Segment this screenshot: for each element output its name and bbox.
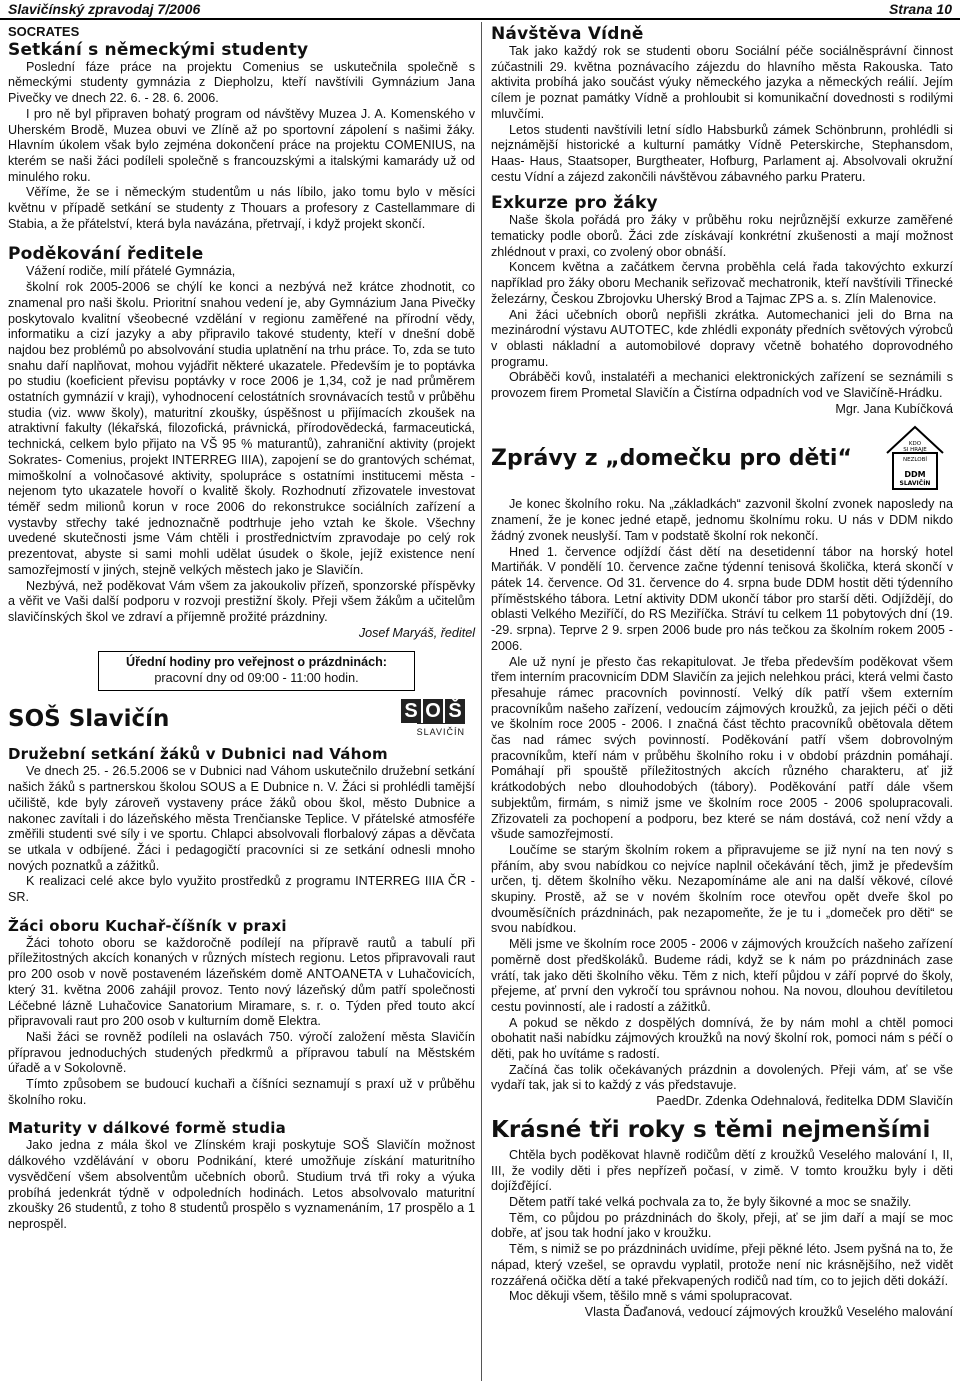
paragraph: Věříme, že se i německým studentům u nás líbilo, jako tomu bylo v měsíci květnu v případě setkání se studenty z Thouars a profesory z Castellammare di Stabia, a že přátelství, která byla navázána, přetrvají, i když projekt skončí. [8,185,475,231]
paragraph: Dětem patří také velká pochvala za to, že byly šikovné a moc se snažily. [509,1195,912,1209]
article-kuchar [8,916,475,1109]
logo-letter: S [401,699,421,723]
article-title: Žáci oboru Kuchař-číšník v praxi [8,916,287,935]
office-hours-times: pracovní dny od 09:00 - 11:00 hodin. [154,671,359,686]
paragraph: Těm, s nimiž se po prázdninách uvidíme, přeji pěkné léto. Jsem pyšná na to, že nápad, který vzešel, se opravdu vyplatil, protože není nic krásnějšího, než vidět rozzářená očička dětí a také překvapených rodičů nad tím, co to jejich děti dokáží. [491,1242,953,1288]
domek-banner [491,423,953,493]
logo-text: NEZLOBÍ [903,457,927,464]
sos-banner [8,699,475,741]
left-column [8,24,475,1233]
article-title: Setkání s německými studenty [8,39,309,60]
paragraph: A pokud se někdo z dospělých domnívá, že by nám mohl a chtěl pomoci obohatit naši nabídku zájmových kroužků na nový školní rok, pomoci nám s péčí o děti, pak ho uvítáme s radostí. [491,1015,953,1062]
logo-letter: O [423,699,443,723]
office-hours-heading: Úřední hodiny pro veřejnost o prázdninách: [126,655,387,670]
signature: Josef Maryáš, ředitel [358,625,475,640]
paragraph: Ani žáci učebních oborů nepřišli zkrátka. Automechanici jeli do Brna na mezinárodní výstavu AUTOTEC, kde zhlédli exponáty předních světových výrobců v oblasti nákladní a automobilové dopravy včetně bohatého doprovodného programu. [491,307,953,369]
paragraph: Jako jedna z mála škol ve Zlínském kraji poskytuje SOŠ Slavičín možnost dálkového vzdělávání v oboru Podnikání, které umožňuje získání maturitního vysvědčení všem absolventům učebních oborů. Studium trvá tři roky a výuka probíhá jedenkrát týdně v odpoledních hodinách. Letos absolvovalo maturitní zkoušky 26 studentů, z toho 8 studentů prospělo s vyznamenáním, 17 prospělo a 1 neprospěl. [8,1138,475,1231]
paragraph: Chtěla bych poděkovat hlavně rodičům dětí z kroužků Veselého malování I, II, III, že vodily děti i přes nepřízeň počasí, v zimě. V tomto kroužku byly i děti dojížďějící. [491,1147,953,1194]
paragraph: Vážení rodiče, milí přátelé Gymnázia, [26,264,236,279]
paragraph: Naše škola pořádá pro žáky v průběhu roku nejrůznější exkurze zaměřené tematicky podle oborů. Žáci zde získávají konkrétní zkušenosti a mají možnost zhlédnout v praxi, co zvolený obor obnáší. [491,213,953,259]
article-maturity [8,1118,475,1232]
signature: PaedDr. Zdenka Odehnalová, ředitelka DDM Slavičín [656,1094,953,1109]
article-title: Maturity v dálkové formě studia [8,1119,286,1138]
article-title: Poděkování ředitele [8,244,204,265]
paragraph: Moc děkuji všem, těšilo mně s vámi spolupracovat. [509,1289,793,1304]
article-title: Návštěva Vídně [491,24,644,44]
article-socrates [8,24,475,232]
page-number: Strana 10 [888,1,952,17]
paragraph: Těm, co půjdou po prázdninách do školy, přeji, ať se jim daří a mají se moc dobře, ať jsou tak hodní jako v kroužku. [491,1210,953,1241]
article-viden [491,24,953,185]
paragraph: K realizaci celé akce bylo využito prostředků z programu INTERREG IIIA ČR - SR. [8,874,475,905]
paragraph: Tímto způsobem se budoucí kuchaři a číšníci seznamují s praxí už v průběhu školního roku. [8,1077,475,1107]
header-rule [0,18,960,20]
paragraph: Nezbývá, než poděkovat Vám všem za jakoukoliv přízeň, sponzorské příspěvky a věřit ve Vaši další podporu v rozvoji prestižní školy. Přeji všem žákům a učitelům slavičínských škol ve zdraví a příjemně prožité prázdniny. [8,578,475,624]
paragraph: Měli jsme ve školním roce 2005 - 2006 v zájmových kroužcích našeho zařízení poměrně dost předškoláků. Budeme rádi, když se k nám po prázdninách zase vrátí, tak jako děti školního věku. Těm z nich, kteří půjdou v září poprvé do školy, přejeme, ať první den vykročí tou správnou nohou. Na novou, dlouhou devítiletou cestu povinností, ale i radostí a zážitků. [491,937,953,1014]
article-title: Exkurze pro žáky [491,193,658,214]
signature: Mgr. Jana Kubíčková [835,401,953,416]
article-exkurze [491,193,953,417]
section-title: Zprávy z „domečku pro děti“ [491,445,852,471]
paragraph: Žáci tohoto oboru se každoročně podílejí na přípravě rautů a tabulí při příležitostných akcích konaných v různých místech regionu. Letos připravovali raut pro 200 osob v nově postaveném lázeňském domě ANTOANETA v Luhačovicích, který 31. května 2006 zahájil provoz. Tento nový lázeňský dům patří společnosti Léčebné lázně Luhačovice Sanatorium Miramare, s. r. o. Týden před touto akcí připravovali raut pro 200 osob v kulturním domě Elektra. [8,935,475,1029]
paragraph: školní rok 2005-2006 se chýlí ke konci a nezbývá než krátce zhodnotit, co znamenal pro naši školu. Prioritní snahou vedení je, aby Gymnázium Jana Pivečky poskytovalo kvalitní všeobecné vzdělání v regionu zaměřené na přírodní vědy, informatiku a cizí jazyky a aby připravilo takové studenty, kteří v dnešní době najdou bez problémů po absolvování studia uplatnění na trhu práce. To, zda se tuto snahu daří naplňovat, mohou vyjádřit některé ukazatele. Především je to poptávka po studiu (koeficient převisu poptávky v roce 2006 je 1,34, což je nad průměrem ostatních gymnázií v kraji), vyhodnocení celostátních srovnávacích testů v průběhu studia (viz. www školy), maturitní zkoušky, úspěšnost u přijímacích zkoušek na atraktivní fakulty (lékařská, filozofická, právnická, přírodovědecká, farmaceutická, technická, celkem bylo přijato na VŠ 95 % maturantů), zahraniční aktivity (projekt Sokrates- Comenius, projekt INTERREG IIIA), zapojení se do grantových schémat, mimoškolní a volnočasové aktivity, spolupráce s ostatními institucemi města - nejenom tyto ukazatele hovoří o kvalitě školy. Rozhodnutí zřizovatele investovat téměř sedm milionů korun v roce 2006 do rekonstrukce sociálních zařízení a vystavby střechy také jednoznačně podtrhuje jeho vztah ke škole. Všechny uvedené skutečnosti jsme Vám chtěli i prostřednictvím zpravodaje po celý rok prezentovat, abyste si sami mohli udělat úsudek o škole, jejíž existence není samozřejmostí v jiných, stejně velkých městech jako je Slavičín. [8,280,475,577]
paragraph: Je konec školního roku. Na „základkách“ zazvonil školní zvonek naposledy na znamení, že je konec jedné etapě, jednomu školnímu roku. U nás v DDM nikdo žádný zvonek neuslyší. Tam v podstatě školní rok nekončí. [491,497,953,543]
article-druzebni [8,744,475,905]
newsletter-issue: Slavičínský zpravodaj 7/2006 [8,1,201,17]
paragraph: Loučíme se starým školním rokem a připravujeme se již nyní na ten nový s přáním, aby svou nabídkou co nejvíce naplnil očekávání těch, jimž je především určen, tj. dětem školního věku. Nezapomínáme ale ani na další věkové, cílové skupiny. Prostě, až se v novém školním roce otevřou opět dveře škol po dvouměsíčních prázdninách, pak nezapomeňte, že je tu i „domeček pro děti“ se svou nabídkou. [491,842,953,936]
paragraph: Letos studenti navštívili letní sídlo Habsburků zámek Schönbrunn, prohlédli si nejznámější historické a kulturní památky Vídně Peterskirche, Stephansdom, Haas- Haus, Staatsoper, Burgtheater, Hofburg, Parlament aj. Absolvovali okružní cestu Vídní a zájezd zakončili návštěvou zábavného parku Prateru. [491,122,953,184]
logo-letter: Š [445,699,465,723]
article-kicker: SOCRATES [8,24,80,39]
page-header [0,0,960,18]
article-domek [491,423,953,1109]
paragraph: I pro ně byl připraven bohatý program od návštěvy Muzea J. A. Komenského v Uherském Brodě, Muzea obuvi ve Zlíně až po sportovní zápolení s našimi žáky. Hlavním úkolem však bylo zejména dokončení práce na projektu COMENIUS, na kterém se naši žáci podíleli společně s francouzskými a italskými kamarády už od minulého roku. [8,106,475,184]
logo-text: DDM [904,470,926,480]
logo-text: KDO [908,441,922,448]
section-title: SOŠ Slavičín [8,705,170,732]
logo-text: SLAVIČÍN [899,480,931,488]
article-title: Krásné tři roky s těmi nejmenšími [491,1116,931,1143]
paragraph: Začíná čas tolik očekávaných prázdnin a dovolených. Přeji vám, ať se vše vydaří tak, jak si to každý z vás představuje. [491,1062,953,1093]
article-podekovani [8,244,475,641]
column-divider [481,22,482,1381]
paragraph: Ale už nyní je přesto čas rekapitulovat. Je třeba především poděkovat všem třem interním pracovnicím DDM Slavičín za jejich nelehkou práci, která velmi často přesahuje rámec pracovních povinností. Velký dík patří všem externím pracovníkům našeho zařízení, vedoucím zájmových kroužků, za jejich péči o děti ve školním roce 2005 - 2006. I značná část těchto pracovníků obětovala dětem čas nad rámec svých povinností. Poděkování patří všem dobrovolným pracovníkům, kteří nám v průběhu školního roku i v období prázdnin pomáhají. Pomáhají při spouště příležitostných akcích různého charakteru, ať již krátkodobých nebo dlouhodobých (tábory). Poděkování patří dále všem subjektům, firmám, s nimiž jsme ve školním roce 2005 - 2006 spolupracovali. Zřizovateli za pochopení a podporu, bez které se nám dostává, což není vždy a všude samozřejmostí. [491,654,953,842]
office-hours-box [98,651,415,690]
paragraph: Poslední fáze práce na projektu Comenius se uskutečnila společně s německými studenty gymnázia z Diepholzu, kteří navštívili Gymnázium Jana Pivečky ve dnech 22. 6. - 28. 6. 2006. [8,59,475,106]
article-title: Družební setkání žáků v Dubnici nad Váhom [8,745,388,764]
sos-logo [401,699,465,741]
paragraph: Tak jako každý rok se studenti oboru Sociální péče sociálněsprávní činnost zúčastnili 29. května poznávacího zájezdu do hlavního města Rakouska. Tato aktivita probíhá jako součást výuky německého jazyka a německých reálií. Jejím cílem je poznat památky Vídně a prohloubit si komunikační dovednosti s rodilými mluvčími. [491,44,953,121]
right-column [491,24,953,1321]
logo-text: SI HRAJE [903,447,927,454]
paragraph: Koncem května a začátkem června proběhla celá řada takovýchto exkurzí například pro žáky oboru Mechanik seřizovač mechatronik, kteří navštívili Třinecké železárny, Českou Zbrojovku Uherský Brod a Tajmac ZPS a. s. Zlín Malenovice. [491,260,953,306]
article-krasne [491,1116,953,1321]
paragraph: Obráběči kovů, instalatéři a mechanici elektronických zařízení se seznámili s provozem firem Prometal Slavičín a Čistírna odpadních vod ve Slavičíně-Hrádku. [491,370,953,401]
logo-subtitle: SLAVIČÍN [417,723,465,741]
ddm-house-logo [883,423,947,493]
paragraph: Naši žáci se rovněž podíleli na oslavách 750. výročí založení města Slavičín přípravou jednoduchých studených předkrmů a přípravou tabulí na Městském úřadě a v Sokolovně. [8,1029,475,1076]
signature: Vlasta Ďaďanová, vedoucí zájmových kroužků Veselého malování [584,1304,953,1319]
paragraph: Hned 1. července odjíždí část dětí na desetidenní tábor na horský hotel Martiňák. V pondělí 10. července začne týdenní tenisová školička, která skončí v pátek 14. července. Od 31. července do 4. srpna bude DDM hostit děti týdenního příměstského tábora. Letní aktivity DDM ukončí tábor pro starší děti. Odjíždějí, do oblasti Velkého Meziříčí, do RS Meziříčka. Stráví tu celkem 11 pobytových dní (19. -29. srpna). Teprve 2 9. srpen 2006 bude pro nás tečkou za školním rokem 2005 - 2006. [491,544,953,653]
paragraph: Ve dnech 25. - 26.5.2006 se v Dubnici nad Váhom uskutečnilo družební setkání našich žáků s partnerskou školou SOUS a E Dubnice n. V. Žáci si prohlédli tamější učiliště, kde byly zároveň vystaveny práce žáků obou škol, město Dubnice a nakonec zavítali i do lázeňského města Trenčianske Teplice. V přátelské atmosféře změřili studenti své síly i ve sportu. Chlapci absolvovali florbalový zápas a děvčata se utkala v odbíjené. Žáci i pedagogičtí pracovníci si ze setkání odnesli mnoho nových poznatků a zážitků. [8,764,475,873]
